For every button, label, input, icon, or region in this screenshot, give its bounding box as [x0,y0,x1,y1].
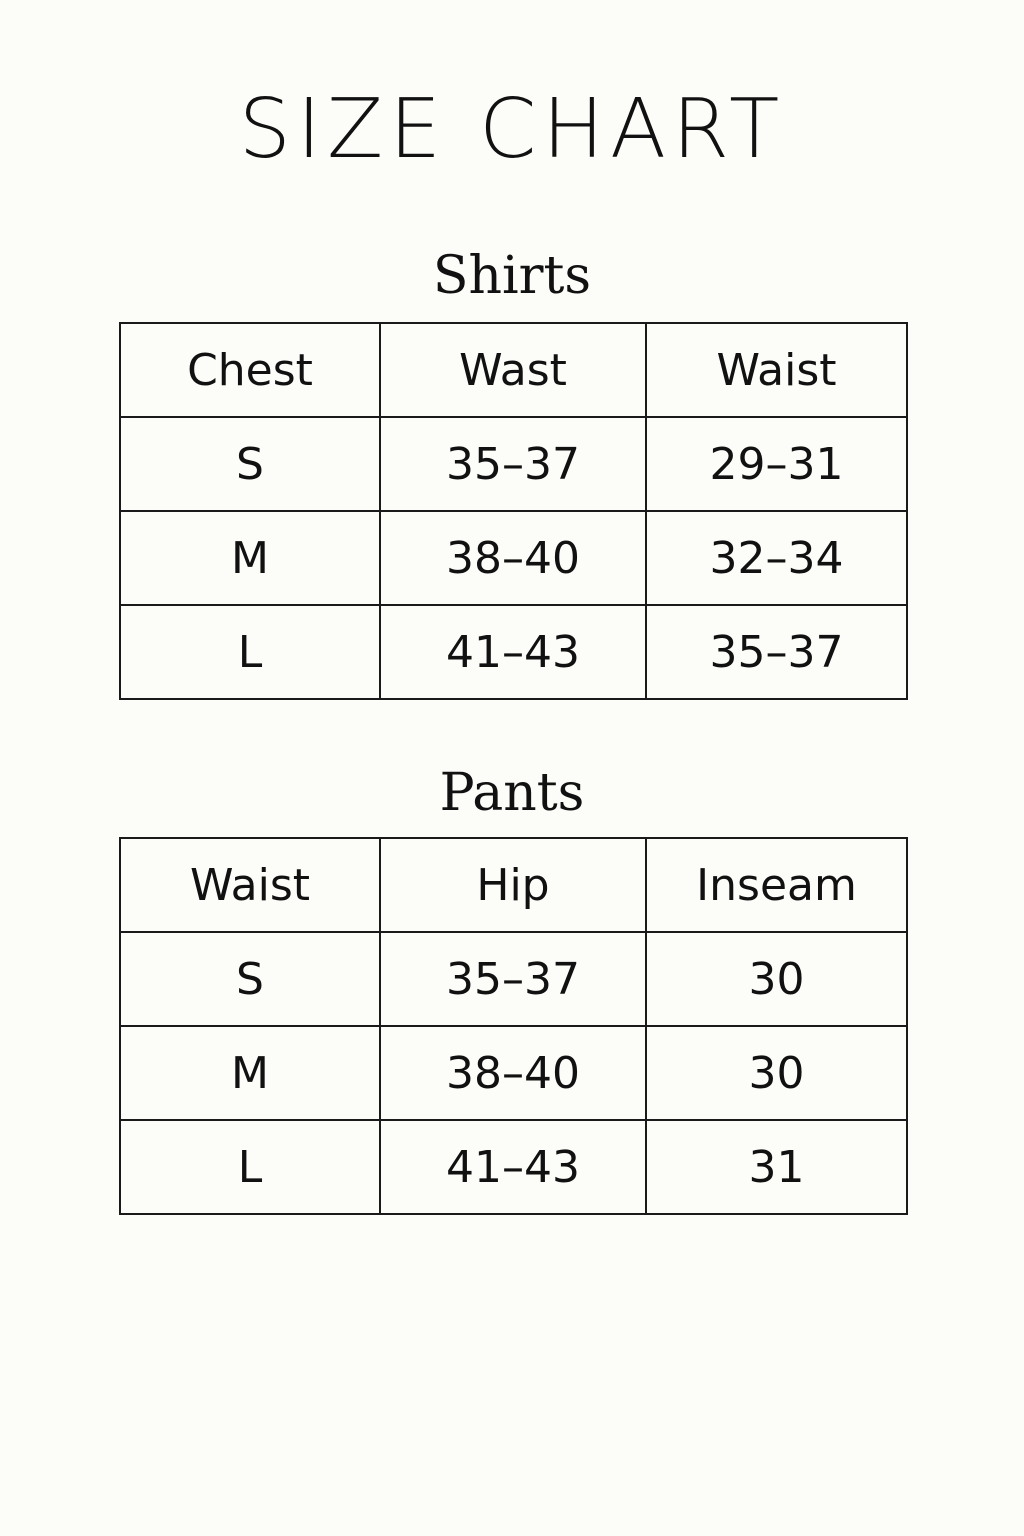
table-cell: 38–40 [380,511,646,605]
table-header-cell: Chest [120,323,380,417]
table-header-row [120,838,907,932]
pants-section-title: Pants [439,763,585,823]
table-row [120,511,907,605]
table-cell: 35–37 [646,605,907,699]
table-cell: 30 [646,1026,907,1120]
table-cell: 31 [646,1120,907,1214]
table-header-cell: Waist [646,323,907,417]
table-header-cell: Hip [380,838,646,932]
table-cell: S [120,417,380,511]
pants-size-table [119,837,908,1215]
table-cell: 32–34 [646,511,907,605]
table-row [120,932,907,1026]
shirts-section-title: Shirts [432,246,592,306]
table-row [120,1026,907,1120]
table-cell: 41–43 [380,1120,646,1214]
table-header-cell: Wast [380,323,646,417]
table-cell: 29–31 [646,417,907,511]
table-row [120,1120,907,1214]
table-cell: 35–37 [380,417,646,511]
table-cell: S [120,932,380,1026]
table-cell: M [120,511,380,605]
table-header-row [120,323,907,417]
table-row [120,605,907,699]
table-cell: 38–40 [380,1026,646,1120]
table-cell: M [120,1026,380,1120]
table-header-cell: Inseam [646,838,907,932]
page-title: SIZE CHART [238,82,786,177]
table-cell: L [120,1120,380,1214]
table-row [120,417,907,511]
table-cell: 35–37 [380,932,646,1026]
table-header-cell: Waist [120,838,380,932]
shirts-size-table [119,322,908,700]
table-cell: 30 [646,932,907,1026]
table-cell: 41–43 [380,605,646,699]
table-cell: L [120,605,380,699]
